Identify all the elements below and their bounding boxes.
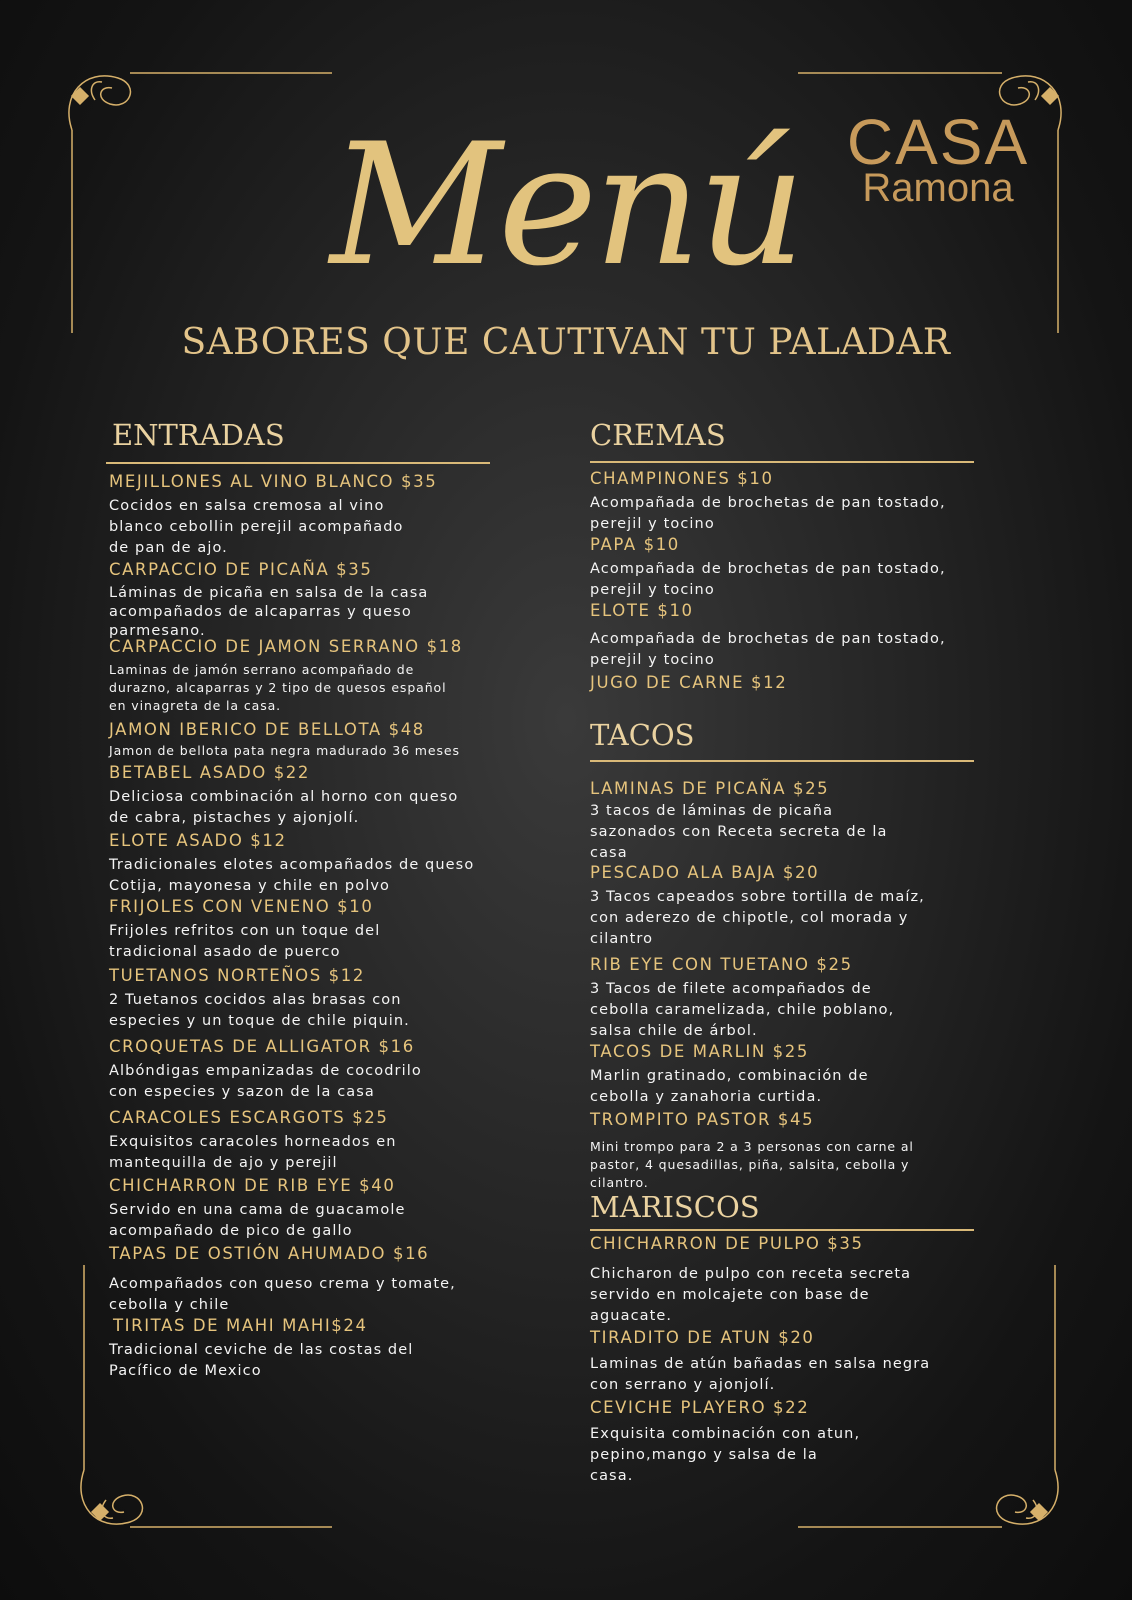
- menu-item: [590, 601, 1010, 671]
- item-name: CHICHARRON DE PULPO $35: [590, 1234, 864, 1253]
- item-name: TIRITAS DE MAHI MAHI$24: [113, 1316, 368, 1335]
- menu-item: [590, 955, 1010, 1042]
- section-rule: [106, 462, 490, 464]
- item-desc: Tradicional ceviche de las costas del Pacífico de Mexico: [109, 1342, 414, 1379]
- item-name: JUGO DE CARNE $12: [590, 673, 788, 692]
- item-desc: 3 Tacos capeados sobre tortilla de maíz, con aderezo de chipotle, col morada y cilantro: [590, 889, 925, 947]
- menu-item: [109, 637, 529, 715]
- item-name: TROMPITO PASTOR $45: [590, 1110, 815, 1129]
- brand-line-2: Ramona: [862, 166, 1014, 210]
- menu-item: [109, 1108, 509, 1174]
- item-desc: 3 Tacos de filete acompañados de cebolla caramelizada, chile poblano, salsa chile de árbol.: [590, 981, 895, 1039]
- menu-item: [109, 966, 509, 1032]
- item-desc: Laminas de atún bañadas en salsa negra con serrano y ajonjolí.: [590, 1356, 931, 1393]
- item-name: RIB EYE CON TUETANO $25: [590, 955, 853, 974]
- item-name: TUETANOS NORTEÑOS $12: [109, 966, 365, 985]
- menu-item: [590, 469, 1010, 535]
- item-desc: Acompañada de brochetas de pan tostado, perejil y tocino: [590, 561, 946, 598]
- section-title-tacos: TACOS: [590, 718, 695, 752]
- section-title-cremas: CREMAS: [590, 418, 726, 452]
- item-desc: 2 Tuetanos cocidos alas brasas con especies y un toque de chile piquin.: [109, 992, 410, 1029]
- item-name: CARPACCIO DE JAMON SERRANO $18: [109, 637, 463, 656]
- menu-item: [109, 1037, 509, 1103]
- menu-item: [109, 560, 509, 641]
- menu-item: [590, 1234, 1010, 1327]
- menu-title: Menú: [330, 107, 802, 303]
- item-name: TIRADITO DE ATUN $20: [590, 1328, 815, 1347]
- section-title-mariscos: MARISCOS: [590, 1190, 760, 1224]
- menu-item: [109, 763, 509, 829]
- menu-item: [109, 897, 509, 963]
- menu-item: [109, 1316, 509, 1382]
- section-rule: [590, 760, 974, 762]
- item-name: FRIJOLES CON VENENO $10: [109, 897, 374, 916]
- menu-item: [590, 535, 1010, 601]
- menu-item: [590, 863, 1010, 950]
- item-name: TAPAS DE OSTIÓN AHUMADO $16: [109, 1244, 430, 1263]
- brand-logo: [838, 106, 1038, 210]
- item-desc: Jamon de bellota pata negra madurado 36 meses: [109, 743, 460, 758]
- item-name: CHAMPINONES $10: [590, 469, 774, 488]
- item-desc: Albóndigas empanizadas de cocodrilo con especies y sazon de la casa: [109, 1063, 422, 1100]
- menu-item: [590, 673, 990, 693]
- item-desc: Mini trompo para 2 a 3 personas con carne al pastor, 4 quesadillas, piña, salsita, cebolla y cilantro.: [590, 1139, 914, 1190]
- item-name: PAPA $10: [590, 535, 680, 554]
- item-name: LAMINAS DE PICAÑA $25: [590, 779, 830, 798]
- item-name: CARACOLES ESCARGOTS $25: [109, 1108, 389, 1127]
- item-desc: Exquisita combinación con atun, pepino,mango y salsa de la casa.: [590, 1426, 861, 1484]
- item-name: CROQUETAS DE ALLIGATOR $16: [109, 1037, 415, 1056]
- item-name: BETABEL ASADO $22: [109, 763, 310, 782]
- item-desc: 3 tacos de láminas de picaña sazonados con Receta secreta de la casa: [590, 803, 888, 861]
- tagline: SABORES QUE CAUTIVAN TU PALADAR: [181, 322, 951, 363]
- menu-item: [590, 1328, 1010, 1396]
- item-desc: Marlin gratinado, combinación de cebolla y zanahoria curtida.: [590, 1068, 869, 1105]
- item-desc: Servido en una cama de guacamole acompañado de pico de gallo: [109, 1202, 406, 1239]
- menu-item: [590, 1398, 1010, 1487]
- item-name: MEJILLONES AL VINO BLANCO $35: [109, 472, 438, 491]
- item-desc: Laminas de jamón serrano acompañado de durazno, alcaparras y 2 tipo de quesos español en vinagreta de la casa.: [109, 662, 447, 713]
- menu-item: [590, 1042, 1010, 1108]
- menu-item: [109, 1244, 509, 1316]
- item-desc: Frijoles refritos con un toque del tradicional asado de puerco: [109, 923, 381, 960]
- section-title-entradas: ENTRADAS: [112, 418, 285, 452]
- menu-item: [109, 720, 529, 760]
- brand-line-1: CASA: [846, 106, 1030, 178]
- item-name: TACOS DE MARLIN $25: [590, 1042, 809, 1061]
- item-name: CHICHARRON DE RIB EYE $40: [109, 1176, 396, 1195]
- item-desc: Exquisitos caracoles horneados en mantequilla de ajo y perejil: [109, 1134, 397, 1171]
- item-desc: Acompañados con queso crema y tomate, cebolla y chile: [109, 1276, 456, 1313]
- item-desc: Cocidos en salsa cremosa al vino blanco cebollin perejil acompañado de pan de ajo.: [109, 498, 404, 556]
- item-name: JAMON IBERICO DE BELLOTA $48: [109, 720, 425, 739]
- section-rule: [590, 1229, 974, 1231]
- menu-item: [590, 779, 1010, 864]
- item-desc: Chicharon de pulpo con receta secreta servido en molcajete con base de aguacate.: [590, 1266, 912, 1324]
- item-desc: Deliciosa combinación al horno con queso de cabra, pistaches y ajonjolí.: [109, 789, 459, 826]
- section-rule: [590, 461, 974, 463]
- item-name: CARPACCIO DE PICAÑA $35: [109, 560, 373, 579]
- item-name: CEVICHE PLAYERO $22: [590, 1398, 810, 1417]
- item-name: PESCADO ALA BAJA $20: [590, 863, 820, 882]
- menu-item: [109, 472, 509, 559]
- menu-item: [109, 831, 529, 897]
- menu-item: [109, 1176, 509, 1242]
- item-name: ELOTE ASADO $12: [109, 831, 287, 850]
- item-desc: Tradicionales elotes acompañados de queso Cotija, mayonesa y chile en polvo: [109, 857, 475, 894]
- item-desc: Acompañada de brochetas de pan tostado, perejil y tocino: [590, 631, 946, 668]
- item-desc: Láminas de picaña en salsa de la casa acompañados de alcaparras y queso parmesano.: [109, 585, 429, 639]
- item-name: ELOTE $10: [590, 601, 694, 620]
- menu-item: [590, 1110, 1010, 1192]
- item-desc: Acompañada de brochetas de pan tostado, perejil y tocino: [590, 495, 946, 532]
